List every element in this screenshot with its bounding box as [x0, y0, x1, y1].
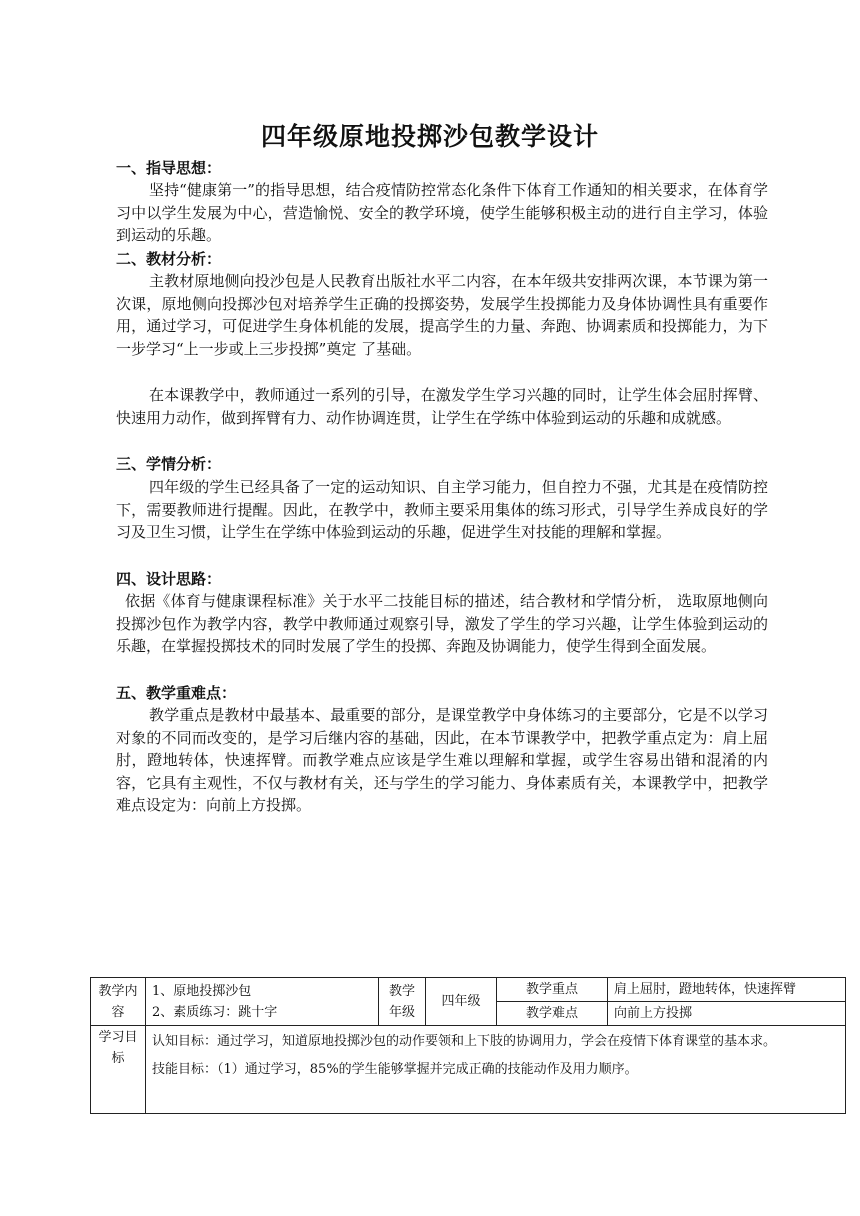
section-heading-material-analysis: 二、教材分析：	[116, 250, 222, 268]
grade-value-cell: 四年级	[426, 978, 497, 1026]
section-heading-student-analysis: 三、学情分析：	[116, 455, 222, 473]
lesson-info-table	[90, 977, 846, 1114]
content-items-cell	[146, 978, 379, 1026]
section-paragraph: 教学重点是教材中最基本、最重要的部分，是课堂教学中身体练习的主要部分，它是不以学习对象的不同而改变的，是学习后继内容的基础，因此，在本节课教学中，把教学重点定为：肩上屈肘，蹬地转体，快速挥臂。而教学难点应该是学生难以理解和掌握，或学生容易出错和混淆的内容，它具有主观性，不仅与教材有关，还与学生的学习能力、身体素质有关，本课教学中，把教学难点设定为：向前上方投掷。	[116, 706, 768, 814]
section-heading-design-idea: 四、设计思路：	[116, 570, 222, 588]
section-paragraph: 主教材原地侧向投沙包是人民教育出版社水平二内容，在本年级共安排两次课，本节课为第一次课，原地侧向投掷沙包对培养学生正确的投掷姿势，发展学生投掷能力及身体协调性具有重要作用，通过学习，可促进学生身体机能的发展，提高学生的力量、奔跑、协调素质和投掷能力，为下一步学习“上一步或上三步投掷”奠定 了基础。	[116, 272, 768, 358]
section-paragraph: 坚持“健康第一”的指导思想，结合疫情防控常态化条件下体育工作通知的相关要求，在体育学习中以学生发展为中心，营造愉悦、安全的教学环境，使学生能够积极主动的进行自主学习，体验到运动的乐趣。	[116, 181, 768, 244]
table-row	[91, 1026, 846, 1114]
section-paragraph: 在本课教学中，教师通过一系列的引导，在激发学生学习兴趣的同时，让学生体会屈肘挥臂、快速用力动作，做到挥臂有力、动作协调连贯，让学生在学练中体验到运动的乐趣和成就感。	[116, 386, 768, 427]
section-paragraph: 四年级的学生已经具备了一定的运动知识、自主学习能力，但自控力不强，尤其是在疫情防控下，需要教师进行提醒。因此，在教学中，教师主要采用集体的练习形式，引导学生养成良好的学习及卫生习惯，让学生在学练中体验到运动的乐趣，促进学生对技能的理解和掌握。	[116, 478, 768, 541]
objective-skill: 技能目标：（1）通过学习，85%的学生能够掌握并完成正确的技能动作及用力顺序。	[152, 1062, 638, 1077]
objectives-cell	[146, 1026, 846, 1114]
content-label-cell: 教学内容	[91, 978, 146, 1026]
section-paragraph: 依据《体育与健康课程标准》关于水平二技能目标的描述，结合教材和学情分析， 选取原地侧向投掷沙包作为教学内容，教学中教师通过观察引导，激发了学生的学习兴趣，让学生体验到运动的乐趣，在掌握投掷技术的同时发展了学生的投掷、奔跑及协调能力，使学生得到全面发展。	[116, 592, 768, 655]
grade-label-cell: 教学年级	[379, 978, 426, 1026]
key-point-label-cell: 教学重点	[497, 978, 608, 1002]
objective-cognitive: 认知目标：通过学习，知道原地投掷沙包的动作要领和上下肢的协调用力，学会在疫情下体育课堂的基本求。	[152, 1034, 777, 1049]
difficulty-value-cell: 向前上方投掷	[608, 1002, 846, 1026]
section-heading-guiding-thought: 一、指导思想：	[116, 159, 222, 177]
key-point-value-cell: 肩上屈肘，蹬地转体，快速挥臂	[608, 978, 846, 1002]
content-item: 2、素质练习：跳十字	[152, 1004, 278, 1020]
difficulty-label-cell: 教学难点	[497, 1002, 608, 1026]
section-heading-key-difficult-points: 五、教学重难点：	[116, 684, 237, 702]
table-row	[91, 978, 846, 1002]
objectives-label-cell: 学习目标	[91, 1026, 146, 1114]
content-item: 1、原地投掷沙包	[152, 983, 252, 999]
document-title: 四年级原地投掷沙包教学设计	[260, 122, 599, 151]
